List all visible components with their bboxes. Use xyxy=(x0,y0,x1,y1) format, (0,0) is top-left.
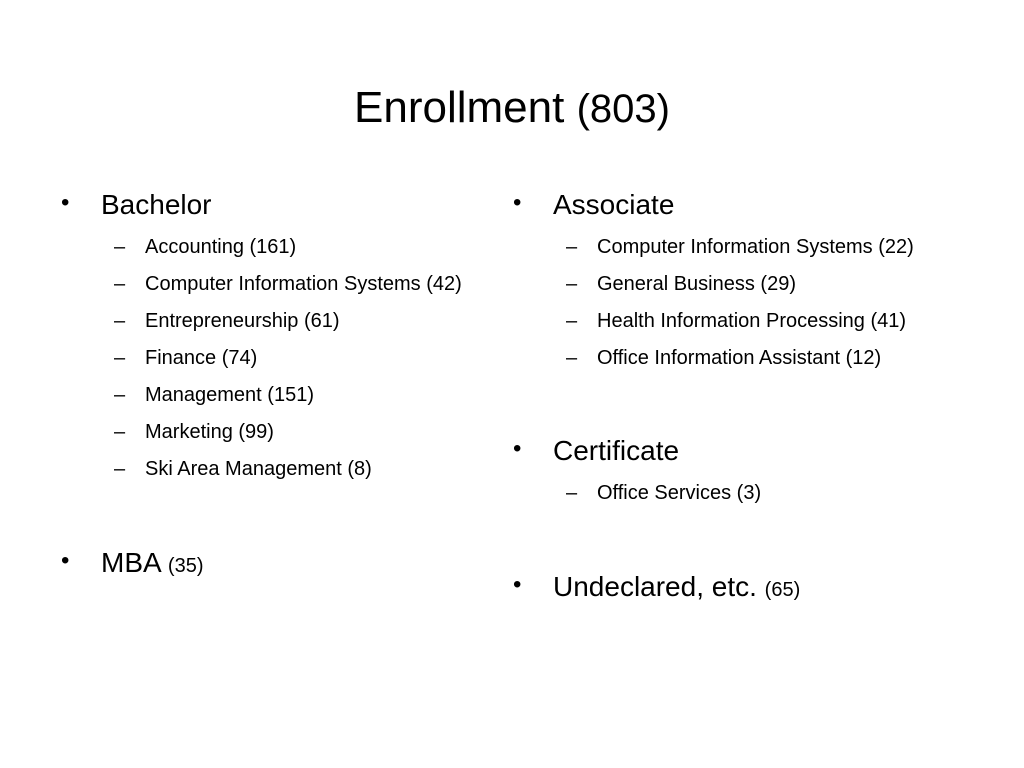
bullet-icon: • xyxy=(513,571,522,598)
dash-icon: – xyxy=(566,347,578,369)
list-item-text: Computer Information Systems (22) xyxy=(597,236,914,258)
bachelor-label: Bachelor xyxy=(101,189,212,220)
undeclared-label: Undeclared, etc. xyxy=(553,571,757,602)
mba-count: (35) xyxy=(167,555,204,577)
bullet-icon: • xyxy=(513,189,522,216)
dash-icon: – xyxy=(114,347,126,369)
dash-icon: – xyxy=(114,310,126,332)
dash-icon: – xyxy=(114,458,126,480)
list-item xyxy=(566,273,796,295)
list-item xyxy=(566,482,762,504)
mba-label: MBA xyxy=(101,547,161,578)
dash-icon: – xyxy=(566,273,578,295)
list-item-text: Accounting (161) xyxy=(145,236,297,258)
dash-icon: – xyxy=(566,310,578,332)
list-item xyxy=(566,310,907,332)
bullet-associate xyxy=(513,189,675,220)
dash-icon: – xyxy=(114,273,126,295)
list-item xyxy=(566,347,882,369)
title-text: Enrollment xyxy=(354,83,565,132)
list-item-text: Management (151) xyxy=(145,384,314,406)
dash-icon: – xyxy=(114,236,126,258)
certificate-label: Certificate xyxy=(553,435,680,466)
dash-icon: – xyxy=(114,421,126,443)
bullet-undeclared xyxy=(513,571,801,602)
list-item-text: Computer Information Systems (42) xyxy=(145,273,462,295)
list-item-text: Marketing (99) xyxy=(145,421,274,443)
list-item-text: Health Information Processing (41) xyxy=(597,310,907,332)
list-item-text: General Business (29) xyxy=(597,273,796,295)
list-item xyxy=(566,236,914,258)
bullet-certificate xyxy=(513,435,680,466)
bullet-icon: • xyxy=(61,189,70,216)
list-item-text: Ski Area Management (8) xyxy=(145,458,372,480)
list-item-text: Finance (74) xyxy=(145,347,258,369)
undeclared-count: (65) xyxy=(764,579,801,601)
list-item-text: Office Services (3) xyxy=(597,482,762,504)
list-item-text: Office Information Assistant (12) xyxy=(597,347,882,369)
list-item-text: Entrepreneurship (61) xyxy=(145,310,340,332)
title-count: (803) xyxy=(576,87,670,131)
bullet-icon: • xyxy=(513,435,522,462)
associate-label: Associate xyxy=(553,189,675,220)
bullet-icon: • xyxy=(61,547,70,574)
dash-icon: – xyxy=(114,384,126,406)
dash-icon: – xyxy=(566,236,578,258)
dash-icon: – xyxy=(566,482,578,504)
